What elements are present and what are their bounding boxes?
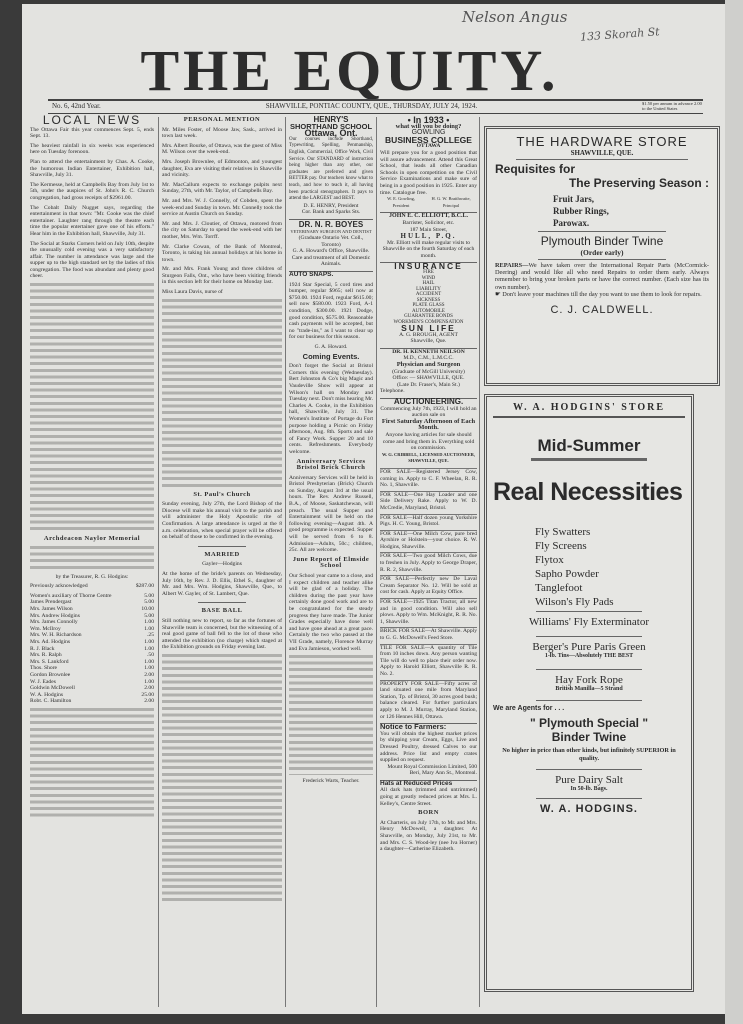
henrys-subtitle: SHORTHAND SCHOOL [289,121,373,131]
auction-text: Commencing July 7th, 1923, I will hold an auction sale on [380,405,477,419]
donor-name: Mrs. Andrew Hodgins [30,612,80,619]
coming-events-text: Don't forget the Social at Bristol Corners this evening (Wednesday). Bert Johnston & Co's big Magic and Vaudeville Show will appear at Wilson's hall on Monday and Tuesday next. Don't miss hearing Mr. Charles A. Cooke, in the Exhibition hall, Shawville, July 31. The Women's Institute of Portage du Fort purpose holding a Picnic on Friday afternoon, Aug. 8th. Sports and sale of Fancy Work. Supper 20 and 10 cents. Refreshments. Everybody welcome. [289,363,373,455]
donor-amount: 10.00 [141,606,154,613]
ack-label: Previously acknowledged [30,583,88,590]
hodgins-midsummer: Mid-Summer [537,436,641,455]
item: Parowax. [553,218,590,228]
insurance-type: GUARANTEE BONDS [404,314,453,320]
item: Fly Screens [535,540,587,552]
insurance-type: LIABILITY [416,286,441,292]
column-rule [376,117,377,1007]
henrys-text: Our courses include Shorthand, Typewriting, Spelling, Penmanship, English, Commercial, Office Work, Civil Service. Our STANDARD of instruction being higher than any other, our graduates are preferred and given BETTER pay. Our teachers know what to teach, and how to teach it, all having been practical stenographers. It pays to attend the LARGEST and BEST. [289,136,373,202]
plymouth-special: " Plymouth Special " [529,716,649,730]
insurance-type: WIND [421,275,436,281]
auction-heading: AUCTIONEERING. [393,397,464,406]
donor-name: Wm. McIlroy [30,625,61,632]
boyes-title: VETERINARY SURGEON AND DENTIST [290,228,372,234]
donor-row [30,698,154,705]
hardware-store-ad [484,126,720,386]
text-lines [289,655,373,775]
for-sale-ad: FOR SALE—Two good Milch Cows, due to freshen in July. Apply to George Draper, R. R. 2, Shawville. [380,553,477,573]
donor-row [30,626,154,633]
school-report-heading: June Report of Elmside School [292,555,370,570]
school-report-signature: Frederick Warts, Teacher. [302,778,360,785]
insurance-list [380,270,477,325]
repairs-notice: ☛ Don't leave your machines till the day you want to use them to look for repairs. [495,290,702,298]
hardware-signature: C. J. CALDWELL. [550,304,654,317]
donor-row [30,646,154,653]
gowling-president: W. E. Gowling, President [387,196,416,208]
farmers-text: You will obtain the highest market prices by shipping your Cream, Eggs, Live and Dressed Poultry, dressed Calves to our address. Price list and empty crates supplied on request. [380,730,477,764]
hats-notice [380,780,477,807]
gowling-principal: H. G. W. Braithwaite, Principal [431,196,471,208]
for-sale-ad: FOR SALE—1925 Titan Tractor, all new and in good condition. Will also sell plows. Apply to Wm. McKnight, R. R. No. 1, Shawville. [380,599,477,625]
donor-name: R. J. Black [30,645,55,652]
dateline-bar [52,101,702,111]
donor-name: W. J. Eades [30,678,56,685]
henrys-city: Ottawa, Ont. [304,128,358,139]
insurance-type: HAIL [422,281,435,287]
married-names: Gayler—Hodgins [202,561,242,568]
born-heading: BORN [418,809,439,817]
fly-items [535,525,685,609]
divider [516,159,687,160]
item: Flytox [535,554,564,566]
salt-note: In 50-lb. Bags. [570,786,608,792]
donor-amount: 5.00 [144,592,154,599]
donor-name: Mrs. James Wilson [30,606,73,613]
personal-item: Mr. Miles Foster, of Moose Jaw, Sask., arrived in town last week. [162,126,282,140]
agents-line: We are Agents for . . . [493,705,565,712]
elliott-title: Barrister, Solicitor, etc. [402,219,455,226]
text-lines [30,708,154,818]
memorial-heading: Archdeacon Naylor Memorial [43,535,141,543]
auto-snaps-text: 1924 Star Special, 5 cord tires and bumper, regular $965; sell now at $750.00. 1924 Ford, regular $615.00; sell now $580.00. 1923 Ford, A-1 condition, $300.00. 1921 Dodge, good condition, $575.00. Reasonable cash payments will be accepted, but no "trade-ins," as I want to clear up for our business for this season. [289,281,373,341]
auction-text2: Anyone having articles for sale should come and bring them in. Everything sold on commission. [382,431,475,452]
hodgins-signature: W. A. HODGINS. [540,803,638,815]
boyes-grad: (Graduate Ontario Vet. Coll., Toronto) [298,235,364,248]
news-item: Plan to attend the entertainment by Chas. A. Cooke, the humorous Indian Entertainer, Exhibition hall, Shawville, July 31. [30,158,154,179]
donor-row [30,672,154,679]
elliott-city: HULL, P.Q. [400,232,457,241]
neilson-office: Office: — SHAWVILLE, QUE. [392,375,465,382]
hodgins-store-ad [484,394,694,992]
column-three [289,117,373,785]
personal-item: Mrs. Joseph Brownlee, of Edmonton, and youngest daughter, Eva are visiting their relatives in Shawville and vicinity. [162,158,282,179]
for-sale-ad: FOR SALE—Perfectly new De Laval Cream Separator No. 12. Will be sold at cost for cash. Apply at Equity Office. [380,576,477,596]
elliott-name: JOHN E. C. ELLIOTT, B.C.L. [389,213,468,220]
memorial-ack [30,583,154,590]
auto-snaps-signature: G. A. Howard. [314,344,348,350]
farmers-signature: Mount Royal Commission Limited, 500 Beri, Mary Ann St., Montreal. [387,763,477,777]
donor-amount: 1.00 [144,645,154,652]
repairs-text [495,262,709,291]
donor-name: Robt. C. Hamilton [30,698,72,705]
column-local-news [30,113,154,818]
item: Tanglefoot [535,582,583,594]
insurance-place: Shawville, Que. [410,338,447,345]
personal-item: Mr. and Mrs. J. Cloutier, of Ottawa, motored from the city on Saturday to spend the week-end with her mother, Mrs. Wm. Torrff. [162,220,282,240]
donor-name: Gordon Brownlee [30,671,71,678]
neilson-grad: (Graduate of McGill University) [392,368,465,375]
divider [538,259,666,260]
donor-row [30,632,154,639]
for-sale-list [380,468,477,720]
hodgins-necessities: Real Necessities [493,478,683,506]
subscription-rate: $1.50 per annum in advance 2.00 to the United States [642,101,702,111]
donor-name: Mrs. Ad. Hodgins [30,639,71,645]
donor-row [30,606,154,613]
donor-amount: .50 [147,652,154,659]
neilson-office2: (Late Dr. Fraser's, Main St.) [397,381,460,388]
donor-name: Goldwin McDowell [30,685,75,692]
memorial-list [30,593,154,705]
personal-item: Mr. and Mrs. Frank Young and three children of Sturgeon Falls, Ont., who have been visiting friends in this section left for their home on Monday last. [162,266,282,286]
for-sale-ad: TILE FOR SALE—A quantity of Tile from 10 inches down. Any person wanting Tile will do well to place their order now. Apply to Harold Elliott, Shawville R. R. No. 2. [380,644,477,677]
neilson-title: Physician and Surgeon [396,361,461,369]
st-pauls-text: Sunday evening, July 27th, the Lord Bishop of the Diocese will make his annual visit to the parish and will administer the Holy Apostolic rite of Confirmation. A large attendance is urged at the 8 a.m. celebration, when special prayer will be offered on behalf of those to be confirmed in the evening. [162,501,282,541]
anniversary-text: Anniversary Services will be held in Bristol Presbyterian (Brick) Church on Sunday, August 3rd at the usual hours. The Rev. Andrew Russell, B.A., of Moose, Saskatchewan, will preach. The usual Supper and Entertainment will be held on the following evening—August 4th. A good programme is expected. Supper will be served from 6 to 8. Admission—Adults, 50c.; children, 25c. All are welcome. [289,474,373,554]
memorial-intro: by the Treasurer, R. G. Hodgins: [55,573,129,580]
donor-amount: .25 [147,632,154,639]
donor-amount: 1.00 [144,678,154,685]
repairs-body: We have taken over the International Repair Parts (McCormick-Deering) and would like all who need Repairs to order them early. Always remember to bring your broken parts or have the correct number. (Each size has its own number). [495,262,709,291]
donor-row [30,665,154,672]
text-lines [30,546,154,571]
donor-name: James Prendergast [30,599,72,606]
hardware-city: SHAWVILLE, QUE. [570,149,634,157]
insurance-type: ACCIDENT [415,292,442,298]
news-item: The Ottawa Fair this year commences Sept. 5, ends Sept. 13. [30,126,154,140]
exterminator: Williams' Fly Exterminator [528,616,650,628]
coming-events-heading: Coming Events. [302,351,360,361]
anniversary-heading: Anniversary Services Bristol Brick Church [296,457,366,472]
paris-green-note: 1-lb. Tins—Absolutely THE BEST [544,653,634,659]
paris-green: Berger's Pure Paris Green [532,641,646,653]
personal-heading: PERSONAL MENTION [183,116,261,123]
divider [536,611,642,612]
boyes-name: DR. N. R. BOYES [298,219,364,229]
binder-note: No higher in price than other kinds, but infinitely SUPERIOR in quality. [502,747,676,762]
issue-number: No. 6, 42nd Year. [52,102,101,110]
donor-row [30,679,154,686]
divider [198,546,246,547]
divider [536,669,642,670]
hardware-line1: Requisites for [495,162,576,176]
column-rule [158,117,159,1007]
twine-note: (Order early) [580,248,624,257]
donor-amount: 1.00 [144,625,154,632]
preserving-items [553,193,709,229]
donor-row [30,619,154,626]
column-four [380,117,477,853]
donor-name: Mrs. W. H. Richardson [30,632,82,639]
neilson-phone: Telephone. [380,388,405,395]
gowling-name2: BUSINESS COLLEGE [385,134,472,145]
divider [538,231,666,232]
personal-item: Mr. Clarke Cowan, of the Bank of Montreal, Toronto, is taking his annual holidays at his home in town. [162,243,282,263]
elliott-address: 187 Main Street, [409,226,448,233]
school-report-text: Our School year came to a close, and I expect children and teacher alike will be glad of a holiday. The children during the past year have certainly done good work and are to be congratulated for the steady progress they have made. The Junior Grades especially have done well and have gone ahead at a great pace. Certainly the two who passed at the VII Grade, namely, Florence Murray and Eva Jamieson, worked well. [289,573,373,652]
donor-row [30,659,154,666]
insurance-ad [380,262,477,344]
donor-row [30,593,154,600]
item: Fly Swatters [535,526,591,538]
binder-twine: Binder Twine [551,730,627,744]
text-lines [162,654,282,904]
henrys-address: Cor. Bank and Sparks Sts. [301,209,361,216]
for-sale-ad: FOR SALE—Half dozen young Yorkshire Pigs. H. C. Young, Bristol. [380,514,477,528]
donor-amount: 1.00 [144,665,154,672]
donor-name: Thos. Shore [30,665,58,672]
news-item: The Cobalt Daily Nugget says, regarding the entertainment in that town: "Mr. Cooke was the chief entertainer. Laughter rang through the theatre each time the popular entertainer gave one of his efforts." Hear him in the Exhibition hall, Shawville, July 31. [30,204,154,237]
twine-heading: Plymouth Binder Twine [540,234,664,248]
column-personal [162,117,282,904]
insurance-company: SUN LIFE [401,323,456,334]
gowling-line1: • In 1933 • [407,115,450,125]
insurance-type: PLATE GLASS [412,303,445,309]
hats-heading: Hats at Reduced Prices [380,779,453,787]
news-item: The Social at Starks Corners held on July 10th, despite the unusually cold evening was a very satisfactory affair. The number in attendance was large and the supper up to the high standard set by the ladies of this congregation. The food was abundant and plenty good cheer. [30,240,154,280]
personal-item: Mrs. Albert Bourke, of Ottawa, was the guest of Miss M. Wilson over the week-end. [162,142,282,156]
married-heading: MARRIED [204,550,240,558]
column-rule [285,117,286,1007]
personal-item: Mr. MacCallum expects to exchange pulpits next Sunday, 27th, with Mr. Taylor, of Campbells Bay. [162,181,282,195]
farmers-notice [380,723,477,777]
dairy-salt: Pure Dairy Salt [555,774,623,786]
news-item: The heaviest rainfall in six weeks was experienced here on Tuesday forenoon. [30,142,154,156]
boyes-text: Care and treatment of all Domestic Animals. [291,254,371,268]
donor-amount: 1.00 [144,658,154,665]
baseball-text: Still nothing new to report, so far as the fortunes of Shawville team is concerned, but the witnessing of a real good game of ball fell to the lot of those who attended the exhibition (no charge) which staged at the Exhibition grounds on Friday evening last. [162,617,282,651]
local-news-heading: LOCAL NEWS [42,113,142,127]
personal-item: Mr. and Mrs. W. J. Connelly, of Cobden, spent the week-end and Sunday in town. Mr. Connelly took the service at Austin Church on Sunday. [162,197,282,218]
neilson-degrees: M.D., C.M., L.M.C.C. [403,355,454,362]
item: Sapho Powder [535,568,599,580]
donor-name: Mrs. R. Ralph [30,652,62,659]
divider [531,458,646,461]
neilson-name: DR. H. KENNETH NEILSON [392,348,465,355]
divider [198,602,246,603]
personal-item: Miss Laura Davis, nurse of [162,289,223,296]
gowling-line2: what will you be doing? [395,122,462,130]
baseball-heading: BASE BALL [201,607,243,615]
divider [536,798,642,799]
handwritten-address: 133 Skorah St [579,25,661,44]
st-pauls-heading: St. Paul's Church [193,490,251,498]
henrys-title: HENRY'S [313,115,349,124]
news-item: The Kermesse, held at Campbells Bay from July 1st to 5th, under the auspices of St. John's R. C. Church congregation, had gross receipts of $2961.00. [30,181,154,201]
hodgins-title: W. A. HODGINS' STORE [493,402,685,418]
insurance-heading: INSURANCE [394,261,463,272]
donor-amount: 5.00 [144,612,154,619]
hardware-line2: The Preserving Season : [568,176,709,190]
item: Rubber Rings, [553,206,609,216]
divider [48,113,703,114]
divider [536,700,642,701]
text-lines [30,283,154,533]
donor-amount: 2.00 [144,698,154,705]
donor-amount: 2.00 [144,671,154,678]
auto-snaps-heading: AUTO SNAPS. [289,271,373,279]
item: Fruit Jars, [553,194,594,204]
donor-amount: 2.00 [144,685,154,692]
divider [536,769,642,770]
born-text: At Charteris, on July 17th, to Mr. and Mrs. Henry McDowell, a daughter. At Shawville, on Monday, July 21st, to Mr. and Mrs. C. S. Wood-ley (nee Iva Horner) a daughter—Catherine Elizabeth. [380,819,477,853]
insurance-agent: A. G. BROUGH, AGENT [399,331,458,338]
boyes-ad [289,219,373,268]
donor-name: W. A. Hodgins [30,691,64,698]
repairs-label: REPAIRS— [495,262,529,269]
text-lines [162,299,282,489]
hats-text: All dark hats (trimmed and untrimmed) going at greatly reduced prices at Mrs. L. Kelley's, Centre Street. [380,787,477,807]
auction-bold: First Saturday Afternoon of Each Month. [381,417,476,432]
insurance-type: WORKMEN'S COMPENSATION [393,319,464,325]
donor-name: Mrs. James Connolly [30,619,78,626]
henrys-ad [289,117,373,216]
dateline: SHAWVILLE, PONTIAC COUNTY, QUE., THURSDAY, JULY 24, 1924. [265,102,478,110]
for-sale-ad: PROPERTY FOR SALE—Fifty acres of land situated one mile from Maryland Station, Tp. of Bristol, 30 acres good bush; balance cleared. For further particulars apply to M. J. Murray, Maryland Station, or 126 Hennes Hill, Ottawa. [380,680,477,720]
insurance-type: FIRE [423,270,434,276]
divider [536,636,642,637]
ack-amount: $287.00 [135,583,154,590]
for-sale-ad: FOR SALE—One Hay Loader and one Side Delivery Rake. Apply to W. D. McCredie, Maryland, Bristol. [380,491,477,511]
item: Wilson's Fly Pads [535,596,614,608]
married-text: At the home of the bride's parents on Wednesday, July 16th, by Rev. J. D. Ellis, Ethel S., daughter of Mr. and Mrs. Wm. Hodgins, Shawville, Que., to Albert W. Gayler, of St. Lambert, Que. [162,571,282,597]
donor-row [30,613,154,620]
column-rule [479,117,480,1007]
donor-amount: 25.00 [141,691,154,698]
donor-row [30,639,154,646]
henrys-signature: D. E. HENRY, President [303,202,359,209]
insurance-type: SICKNESS [416,297,441,303]
hardware-title: THE HARDWARE STORE [516,134,688,149]
hay-fork-rope: Hay Fork Rope [555,674,623,686]
handwritten-name: Nelson Angus [462,8,568,26]
donor-amount: 1.00 [144,619,154,626]
donor-name: Women's auxiliary of Thorne Centre [30,592,112,599]
insurance-type: AUTOMOBILE [412,308,445,314]
donor-row [30,652,154,659]
donor-row [30,685,154,692]
for-sale-ad: FOR SALE—Registered Jersey Cow, coming in. Apply to C. F. Wheelan, R. R. No. 1, Shawville. [380,468,477,489]
auction-ad [380,398,477,465]
elliott-ad [380,212,477,259]
page-edge [725,0,743,1024]
gowling-ad [380,117,477,209]
gowling-city: OTTAWA [416,143,441,150]
boyes-office: G. A. Howard's Office, Shawville. [292,248,370,255]
donor-row [30,692,154,699]
donor-name: Mrs. S. Lankford [30,658,69,665]
rope-note: British Manilla—5 Strand [555,686,623,692]
gowling-text: Will prepare you for a good position that will assure advancement. Attend this Great School, that leads all other Canadian Schools in open competition on the Civil Service Examinations and make sure of being in a good position in 1925. Enter any time. Catalogue free. [380,149,477,196]
donor-amount: 1.00 [144,639,154,645]
for-sale-ad: FOR SALE—One Milch Cow, pure bred Ayrshire or Holstein—your choice. R. W. Hodgins, Shawville. [380,530,477,550]
donor-row [30,599,154,606]
gowling-name: GOWLING [411,129,446,137]
neilson-ad [380,348,477,395]
donor-amount: 5.00 [144,599,154,606]
elliott-text: Mr. Elliott will make regular visits to Shawville on the fourth Saturday of each month. [382,239,475,259]
auction-signature: W. G. CRIBBELL, LICENSED AUCTIONEER, SHAWVILLE, QUE. [381,451,476,464]
for-sale-ad: BRICK FOR SALE—At Shawville. Apply to G. G. McDowell's Feed Store. [380,628,477,641]
farmers-heading: Notice to Farmers: [380,722,447,732]
masthead-title: THE EQUITY. [140,38,560,103]
